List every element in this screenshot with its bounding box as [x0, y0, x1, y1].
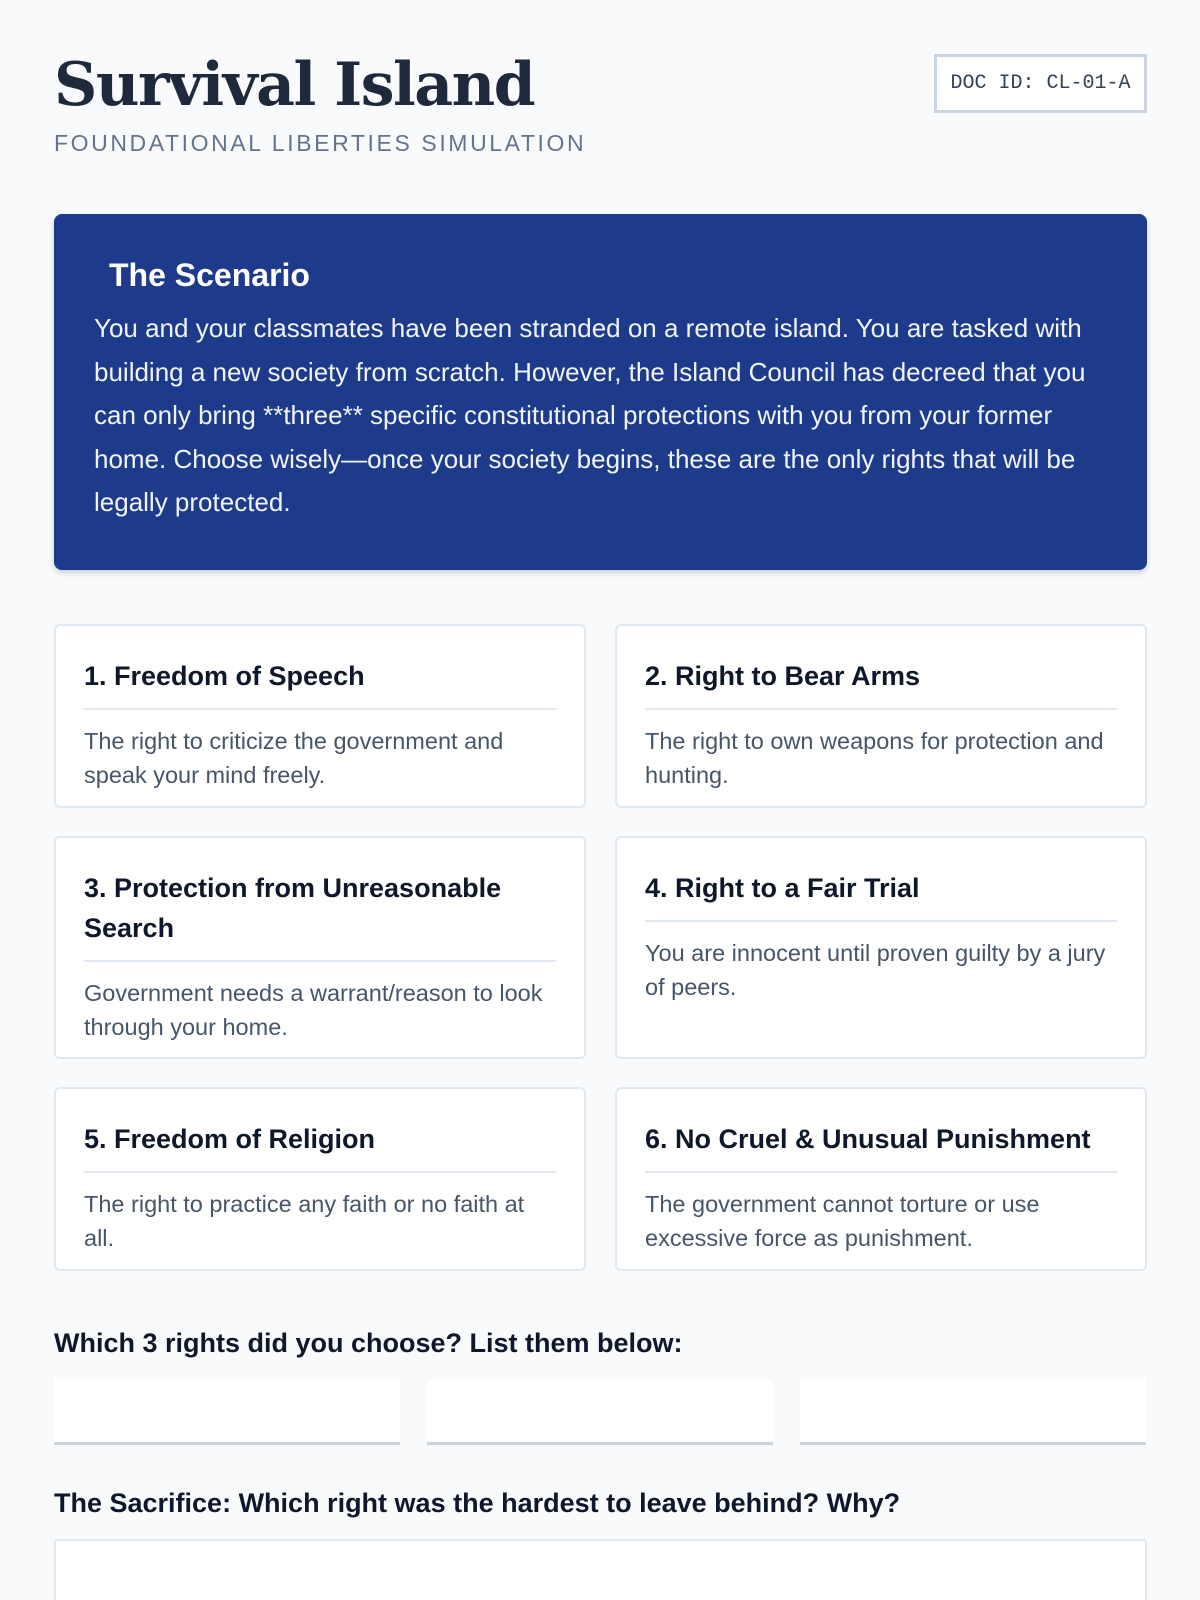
header	[54, 0, 1147, 195]
scenario-text: You and your classmates have been stranded on a remote island. You are tasked with building a new society from scratch. However, the Island Council has decreed that you can only bring **three** specific constitutional protections with you from your former home. Choose wisely—once your society begins, these are the only rights that will be legally protected.	[94, 313, 1086, 518]
right-card-description: The right to practice any faith or no faith at all.	[84, 1191, 525, 1251]
scenario-panel	[54, 214, 1147, 570]
right-card-description: The right to criticize the government and speak your mind freely.	[84, 728, 504, 788]
rights-grid	[54, 624, 1147, 1271]
right-card-title: 5. Freedom of Religion	[84, 1119, 556, 1173]
right-card-title: 3. Protection from Unreasonable Search	[84, 868, 556, 962]
choice-answer-field-1[interactable]	[54, 1379, 400, 1445]
choice-answer-field-2[interactable]	[427, 1379, 773, 1445]
choice-answer-row	[54, 1379, 1147, 1445]
right-card-title: 6. No Cruel & Unusual Punishment	[645, 1119, 1117, 1173]
right-card-title: 1. Freedom of Speech	[84, 656, 556, 710]
right-card-fair-trial	[615, 836, 1147, 1059]
page-title: Survival Island	[54, 50, 535, 120]
right-card-freedom-of-speech	[54, 624, 586, 808]
choice-answer-field-3[interactable]	[800, 1379, 1146, 1445]
right-card-freedom-of-religion	[54, 1087, 586, 1271]
page-subtitle: FOUNDATIONAL LIBERTIES SIMULATION	[54, 130, 587, 156]
right-card-description: You are innocent until proven guilty by a jury of peers.	[645, 940, 1106, 1000]
doc-id-badge: DOC ID: CL-01-A	[934, 54, 1147, 113]
right-card-unreasonable-search	[54, 836, 586, 1059]
scenario-title: The Scenario	[109, 257, 310, 293]
right-card-description: The government cannot torture or use excessive force as punishment.	[645, 1191, 1040, 1251]
right-card-cruel-unusual-punishment	[615, 1087, 1147, 1271]
choice-question-label: Which 3 rights did you choose? List them below:	[54, 1328, 683, 1358]
right-card-description: The right to own weapons for protection and hunting.	[645, 728, 1104, 788]
right-card-title: 4. Right to a Fair Trial	[645, 868, 1117, 922]
worksheet-page	[54, 0, 1147, 1518]
right-card-title: 2. Right to Bear Arms	[645, 656, 1117, 710]
right-card-description: Government needs a warrant/reason to look through your home.	[84, 980, 543, 1040]
sacrifice-answer-field[interactable]	[54, 1539, 1147, 1600]
sacrifice-question-label: The Sacrifice: Which right was the hardest to leave behind? Why?	[54, 1488, 901, 1518]
right-card-bear-arms	[615, 624, 1147, 808]
